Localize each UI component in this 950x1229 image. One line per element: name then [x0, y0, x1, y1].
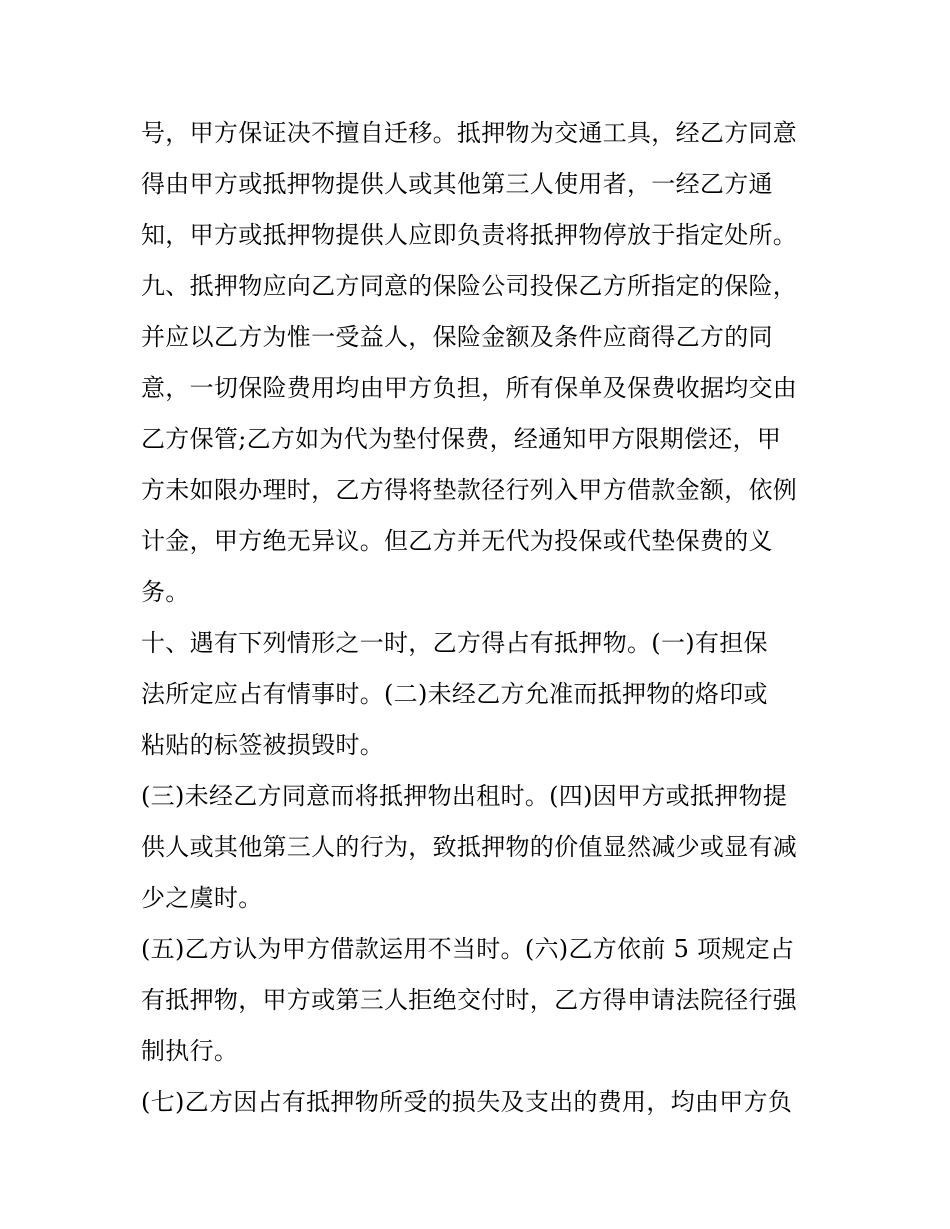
text-line: 并应以乙方为惟一受益人，保险金额及条件应商得乙方的同 [141, 323, 773, 351]
text-line: 粘贴的标签被损毁时。 [141, 731, 384, 759]
text-line: 九、抵押物应向乙方同意的保险公司投保乙方所指定的保险， [141, 272, 798, 300]
text-line: 得由甲方或抵押物提供人或其他第三人使用者，一经乙方通 [141, 170, 773, 198]
text-line: 制执行。 [141, 1037, 239, 1065]
text-line: 方未如限办理时，乙方得将垫款径行列入甲方借款金额，依例 [141, 476, 798, 504]
contract-text [141, 108, 831, 1128]
text-line: 意，一切保险费用均由甲方负担，所有保单及保费收据均交由 [141, 374, 798, 402]
text-line: 十、遇有下列情形之一时，乙方得占有抵押物。(一)有担保 [141, 629, 768, 657]
text-line: 计金，甲方绝无异议。但乙方并无代为投保或代垫保费的义 [141, 527, 773, 555]
text-line: 有抵押物，甲方或第三人拒绝交付时，乙方得申请法院径行强 [141, 986, 798, 1014]
text-line: 号，甲方保证决不擅自迁移。抵押物为交通工具，经乙方同意 [141, 119, 798, 147]
text-line: 乙方保管;乙方如为代为垫付保费，经通知甲方限期偿还，甲 [141, 425, 782, 453]
text-line: (三)未经乙方同意而将抵押物出租时。(四)因甲方或抵押物提 [141, 782, 788, 810]
text-line: 知，甲方或抵押物提供人应即负责将抵押物停放于指定处所。 [141, 221, 798, 249]
text-line: 供人或其他第三人的行为，致抵押物的价值显然减少或显有减 [141, 833, 798, 861]
text-line: (七)乙方因占有抵押物所受的损失及支出的费用，均由甲方负 [141, 1088, 793, 1116]
text-line: 法所定应占有情事时。(二)未经乙方允准而抵押物的烙印或 [141, 680, 768, 708]
text-line: (五)乙方认为甲方借款运用不当时。(六)乙方依前 5 项规定占 [141, 935, 795, 963]
text-line: 务。 [141, 578, 190, 606]
text-line: 少之虞时。 [141, 884, 263, 912]
